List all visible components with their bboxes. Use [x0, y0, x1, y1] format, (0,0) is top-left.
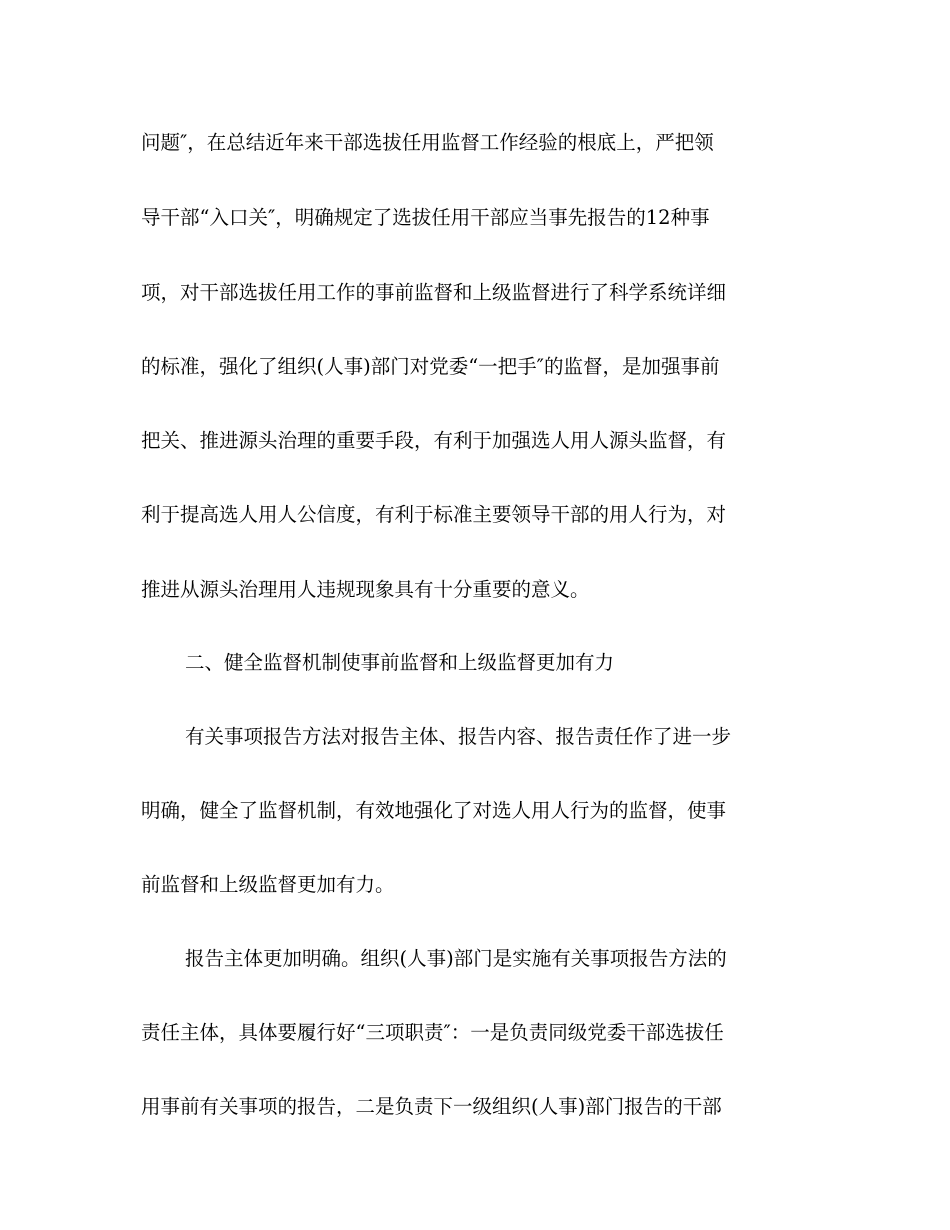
paragraph-line: 的标准，强化了组织(人事)部门对党委“一把手″的监督，是加强事前 [141, 355, 720, 378]
paragraph-line: 利于提高选人用人公信度，有利于标准主要领导干部的用人行为，对 [141, 503, 727, 526]
paragraph-line: 问题″，在总结近年来干部选拔任用监督工作经验的根底上，严把领 [141, 131, 714, 154]
paragraph-line: 有关事项报告方法对报告主体、报告内容、报告责任作了进一步 [185, 725, 732, 748]
paragraph-line: 用事前有关事项的报告，二是负责下一级组织(人事)部门报告的干部 [141, 1095, 722, 1118]
paragraph-line: 把关、推进源头治理的重要手段，有利于加强选人用人源头监督，有 [141, 429, 727, 452]
paragraph-line: 导干部“入口关″，明确规定了选拔任用干部应当事先报告的12种事 [141, 206, 710, 229]
paragraph-line: 推进从源头治理用人违规现象具有十分重要的意义。 [141, 578, 590, 601]
paragraph-line: 前监督和上级监督更加有力。 [141, 873, 395, 896]
paragraph-line: 明确，健全了监督机制，有效地强化了对选人用人行为的监督，使事 [141, 799, 727, 822]
paragraph-line: 报告主体更加明确。组织(人事)部门是实施有关事项报告方法的 [185, 947, 727, 970]
paragraph-line: 项，对干部选拔任用工作的事前监督和上级监督进行了科学系统详细 [141, 281, 727, 304]
paragraph-line: 责任主体，具体要履行好“三项职责″：一是负责同级党委干部选拔任 [141, 1021, 724, 1044]
section-heading: 二、健全监督机制使事前监督和上级监督更加有力 [185, 651, 615, 674]
